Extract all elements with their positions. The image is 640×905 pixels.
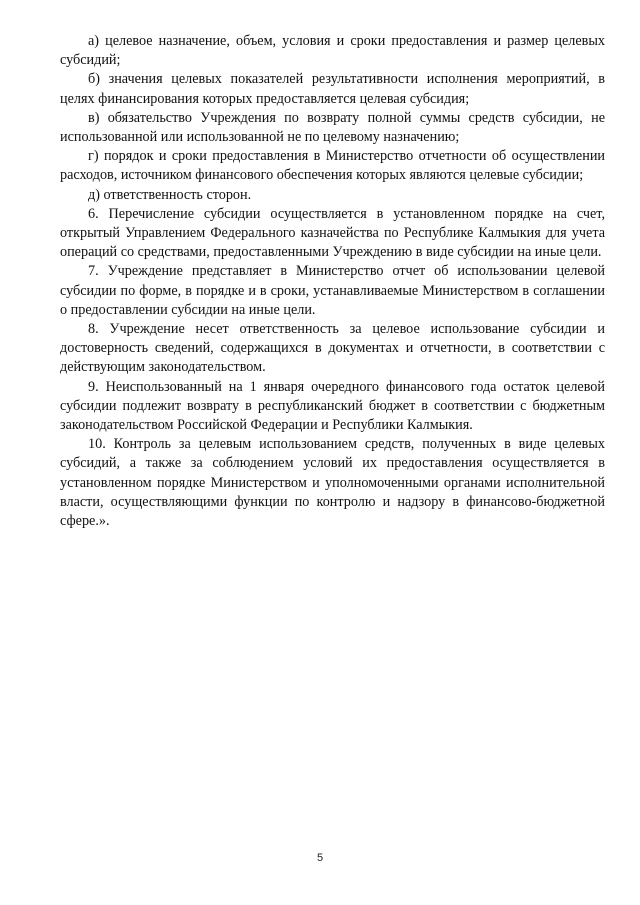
page-number: 5 <box>316 852 324 864</box>
paragraph-item-d: д) ответственность сторон. <box>88 186 252 203</box>
paragraph-clause-8: 8. Учреждение несет ответственность за целевое использование субсидии и достоверность сведений, содержащихся в документах и отчетности, в соответствии с действующим законодательством. <box>60 321 605 376</box>
document-body <box>60 32 605 531</box>
paragraph-item-v: в) обязательство Учреждения по возврату полной суммы средств субсидии, не использованной или использованной не по целевому назначению; <box>60 109 605 146</box>
paragraph-clause-10: 10. Контроль за целевым использованием средств, полученных в виде целевых субсидий, а также за соблюдением условий их предоставления осуществляется в установленном порядке Министерством и уполномоченными органами исполнительной власти, осуществляющими функции по контролю и надзору в финансово-бюджетной сфере.». <box>60 436 605 530</box>
paragraph-clause-6: 6. Перечисление субсидии осуществляется в установленном порядке на счет, открытый Управлением Федерального казначейства по Республике Калмыкия для учета операций со средствами, предоставленными Учреждению в виде субсидии на иные цели. <box>60 205 605 261</box>
paragraph-clause-9: 9. Неиспользованный на 1 января очередного финансового года остаток целевой субсидии подлежит возврату в республиканский бюджет в соответствии с бюджетным законодательством Российской Федерации и Республики Калмыкия. <box>60 378 605 434</box>
paragraph-clause-7: 7. Учреждение представляет в Министерство отчет об использовании целевой субсидии по форме, в порядке и в сроки, устанавливаемые Министерством в соглашении о предоставлении субсидии на иные цели. <box>60 263 605 318</box>
paragraph-item-b: б) значения целевых показателей результативности исполнения мероприятий, в целях финансирования которых предоставляется целевая субсидия; <box>60 71 605 107</box>
paragraph-item-a: а) целевое назначение, объем, условия и сроки предоставления и размер целевых субсидий; <box>60 33 605 69</box>
paragraph-item-g: г) порядок и сроки предоставления в Министерство отчетности об осуществлении расходов, источником финансового обеспечения которых являются целевые субсидии; <box>60 148 605 184</box>
